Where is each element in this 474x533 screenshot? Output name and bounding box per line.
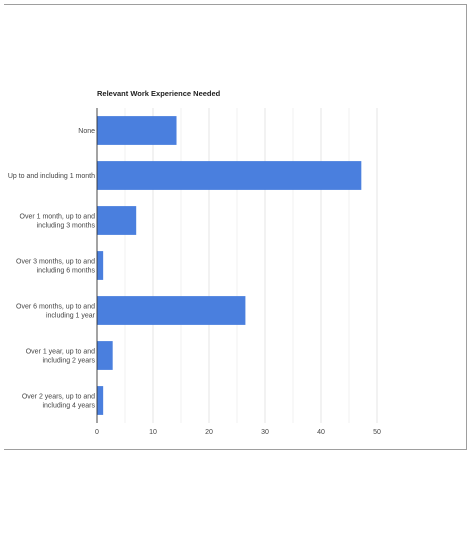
x-tick-label: 0	[95, 429, 99, 436]
chart-title: Relevant Work Experience Needed	[97, 89, 221, 98]
category-label: Over 3 months, up to and including 6 months	[16, 258, 95, 275]
bar	[97, 386, 103, 415]
x-tick-label: 40	[317, 429, 325, 436]
bar	[97, 206, 136, 235]
bar	[97, 116, 177, 145]
x-tick-label: 10	[149, 429, 157, 436]
category-label: Over 2 years, up to and including 4 years	[21, 393, 95, 410]
bar	[97, 251, 103, 280]
category-label: Up to and including 1 month	[7, 173, 95, 180]
bar	[97, 161, 361, 190]
category-label: Over 6 months, up to and including 1 year	[16, 303, 95, 320]
bar	[97, 296, 245, 325]
bar	[97, 341, 113, 370]
x-tick-label: 20	[205, 429, 213, 436]
category-label: None	[78, 128, 95, 135]
category-label: Over 1 year, up to and including 2 years	[25, 348, 95, 365]
x-tick-label: 50	[373, 429, 381, 436]
x-tick-label: 30	[261, 429, 269, 436]
category-label: Over 1 month, up to and including 3 months	[19, 213, 95, 230]
